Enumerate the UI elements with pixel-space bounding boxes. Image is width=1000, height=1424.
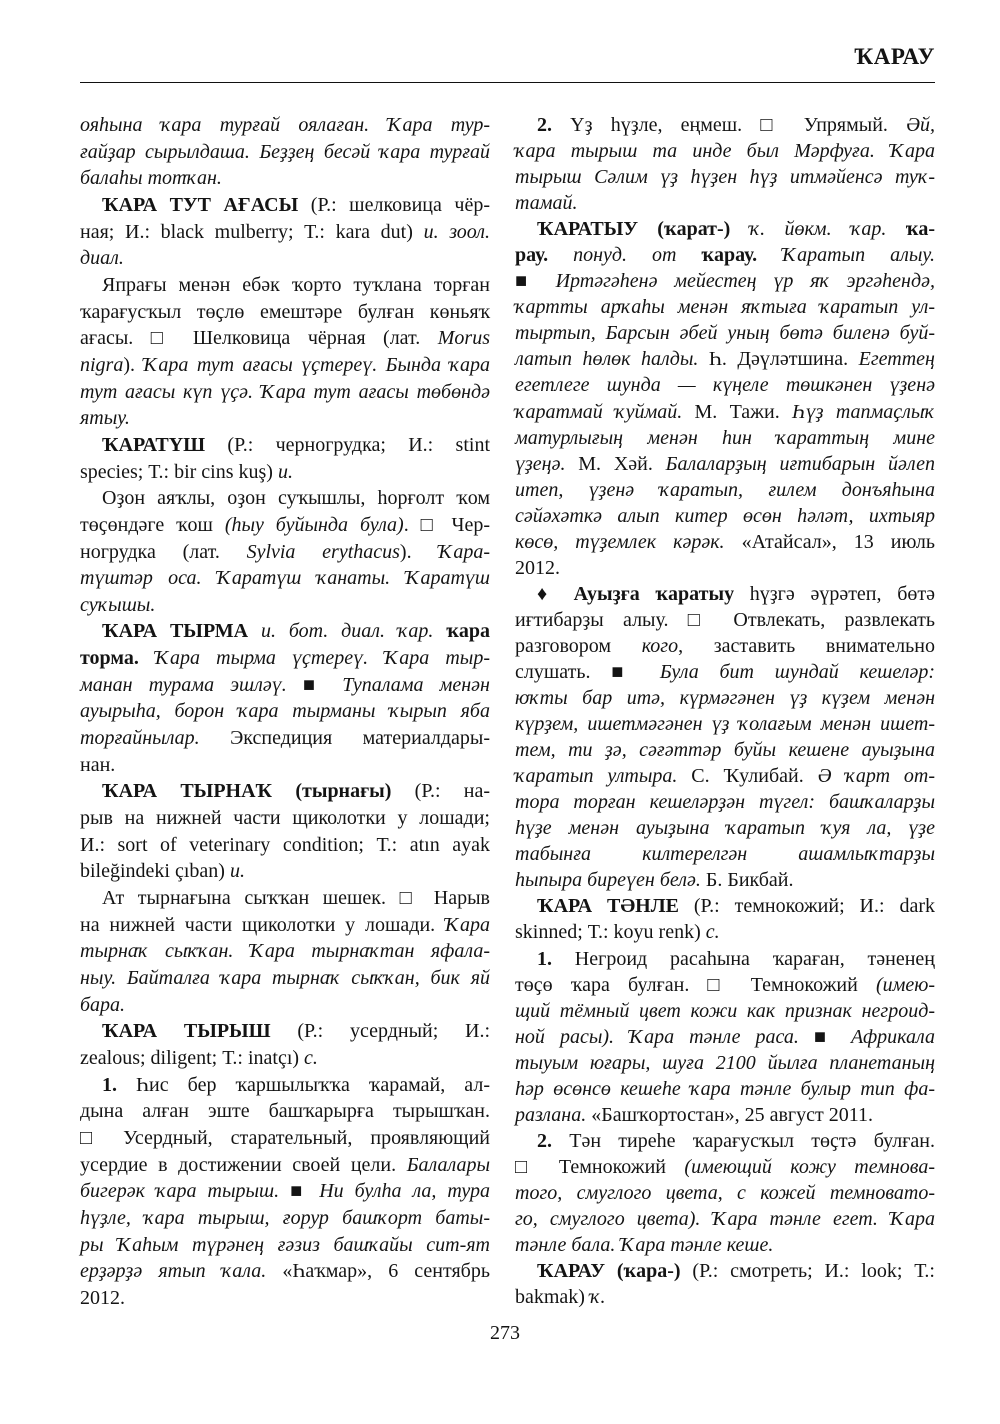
text-line xyxy=(80,645,490,672)
text-line xyxy=(515,1284,935,1310)
text-line xyxy=(80,139,490,166)
text-line xyxy=(80,325,490,352)
plain-run: Япрағы менән ебәк ҡорто туҡлана торған xyxy=(102,273,490,296)
text-line xyxy=(515,841,935,867)
text-line xyxy=(515,711,935,737)
text-line xyxy=(515,477,935,503)
text-line xyxy=(80,1045,490,1072)
text-line xyxy=(80,352,490,379)
italic-run: торғайнылар. xyxy=(80,727,200,750)
bold-run: ҡарау. xyxy=(701,244,758,267)
plain-run: skinned; Т.: koyu renk) xyxy=(515,921,706,944)
entry-paragraph xyxy=(80,272,490,432)
italic-run: с. xyxy=(304,1046,318,1069)
text-line xyxy=(515,607,935,633)
text-line xyxy=(80,1285,490,1312)
text-line xyxy=(80,565,490,592)
running-head: ҠАРАУ xyxy=(854,44,935,69)
italic-run: (һыу буйында була) xyxy=(224,513,404,536)
text-line xyxy=(515,972,935,998)
text-line xyxy=(515,893,935,919)
plain-run: (Р.: черногрудка; И.: stint xyxy=(205,433,490,456)
plain-run: □ Темнокожий xyxy=(515,1155,685,1178)
italic-run: ҡ. йөкм. ҡар. xyxy=(730,218,906,241)
bold-run: ҠАРА ТӘНЛЕ xyxy=(537,895,679,918)
bold-run: ҡара xyxy=(446,620,490,643)
bold-run: ҠАРАТҮШ xyxy=(102,433,206,456)
italic-run: (имеющий кожу темнова- xyxy=(684,1155,935,1178)
italic-run: Ә ҡарт от- xyxy=(817,765,935,788)
text-line xyxy=(515,1258,935,1284)
text-line xyxy=(80,165,490,192)
plain-run: 2012. xyxy=(80,1286,125,1309)
text-line xyxy=(515,138,935,164)
entry-paragraph xyxy=(515,946,935,1128)
italic-run: сәйәхәткә алып китер өсөн һәләт, ихтыяр xyxy=(515,504,935,527)
italic-run: го, смуглого цвета). Ҡара тәнле егет. Ҡара xyxy=(515,1207,935,1230)
text-line xyxy=(80,672,490,699)
italic-run: суҡышы. xyxy=(80,593,156,616)
text-line xyxy=(80,778,490,805)
text-line xyxy=(515,1154,935,1180)
text-line xyxy=(80,459,490,486)
italic-run: (имею- xyxy=(875,973,935,996)
italic-run: Егеттең xyxy=(858,348,935,371)
text-line xyxy=(80,112,490,139)
italic-run: итеп, үҙенә ҡаратып, ғилем донъяһына xyxy=(515,478,935,501)
text-line xyxy=(80,272,490,299)
text-line xyxy=(515,946,935,972)
text-line xyxy=(515,1128,935,1154)
italic-run: ҡара тырыш та инде был Мәрфуға. Ҡара xyxy=(515,140,935,163)
italic-run: тыртып, Барсын әбей уның бөтә биленә буй- xyxy=(515,322,935,345)
plain-run: һүҙгә әүрәтеп, бөтә xyxy=(734,582,935,605)
bold-run: 2. xyxy=(537,1129,552,1152)
plain-run: Оҙон аяҡлы, оҙон суҡышлы, һорғолт ҡом xyxy=(102,487,490,510)
text-line xyxy=(80,432,490,459)
entry-paragraph xyxy=(80,1072,490,1312)
italic-run: ятыу. xyxy=(80,407,130,430)
bold-run: ҠАРА ТУТ АҒАСЫ xyxy=(102,193,299,216)
text-line xyxy=(80,938,490,965)
entry-paragraph xyxy=(515,216,935,581)
text-line xyxy=(515,503,935,529)
italic-run: һүҙле, ҡара тырыш, ғорур башҡорт баты- xyxy=(80,1206,490,1229)
italic-run: понуд. от xyxy=(548,244,702,267)
plain-run: 2012. xyxy=(515,556,560,579)
italic-run: латып һөлөк һалды. xyxy=(515,348,699,371)
italic-run: nigra xyxy=(80,353,124,376)
plain-run: species; Т.: bir cins kuş) xyxy=(80,460,278,483)
plain-run: □ Усердный, старательный, проявляющий xyxy=(80,1126,490,1149)
bold-run: 2. xyxy=(537,114,552,136)
plain-run: нан. xyxy=(80,753,116,776)
plain-run: zealous; diligent; Т.: inatçı) xyxy=(80,1046,305,1069)
italic-run: и. xyxy=(277,460,293,483)
italic-run: һәр өсөнсө кешеһе ҡара тәнле булыр тип фа- xyxy=(515,1077,935,1100)
text-line xyxy=(80,192,490,219)
plain-run: «Атайсал», 13 июль xyxy=(724,530,935,553)
text-line xyxy=(80,1152,490,1179)
italic-run: ныу. Байталға ҡара тырнаҡ сыҡҡан, бик яй xyxy=(80,967,490,989)
italic-run: и. бот. диал. ҡар. xyxy=(248,620,447,643)
text-line xyxy=(80,219,490,246)
bold-run: рау. xyxy=(515,244,549,267)
plain-run: Һис бер ҡаршылыҡҡа ҡарамай, ал- xyxy=(117,1073,490,1096)
text-line xyxy=(80,832,490,859)
italic-run: разлана. xyxy=(515,1103,587,1126)
plain-run: ҡарағусҡыл төҫлө емештәре булған көньяҡ xyxy=(80,300,490,323)
plain-run: М. Тажи. xyxy=(682,400,792,423)
plain-run: Б. Бикбай. xyxy=(700,869,794,892)
italic-run: Ҡаратып алыу. xyxy=(757,244,935,267)
plain-run: М. Хәй. xyxy=(565,452,666,475)
text-line xyxy=(515,919,935,945)
italic-run: матурлығың менән һин ҡараттың мине xyxy=(515,426,935,449)
text-line xyxy=(80,698,490,725)
italic-run: тәнле бала. Ҡара тәнле кеше. xyxy=(515,1234,774,1257)
italic-run: тырнаҡ сыҡҡан. Ҡара тырнаҡтан яфала- xyxy=(80,940,490,963)
text-line xyxy=(515,815,935,841)
text-line xyxy=(515,346,935,372)
italic-run: түштәр оса. Ҡаратүш ҡанаты. Ҡаратүш xyxy=(80,567,490,590)
plain-run: иғтибарҙы алыу. □ Отвлекать, развлекать xyxy=(515,608,935,631)
text-line xyxy=(515,399,935,425)
plain-run: на нижней части щиколотки у лошади. xyxy=(80,913,445,936)
italic-run: ҡартты арҡаһы менән яҡтыға ҡаратып ул- xyxy=(515,296,935,319)
entry-paragraph xyxy=(80,778,490,885)
bold-run: ҠАРА ТЫРНАҠ (тырнағы) xyxy=(102,780,392,803)
italic-run: Ҡара- xyxy=(438,540,490,563)
italic-run: ҡаратмай ҡуймай. xyxy=(515,400,683,423)
italic-run: Балалары xyxy=(406,1153,490,1176)
text-line xyxy=(515,294,935,320)
italic-run: тут ағасы күп үҫә. Ҡара тут ағасы төбөндә xyxy=(80,380,490,403)
plain-run: дына алған эште башҡарырға тырышҡан. xyxy=(80,1100,490,1123)
italic-run: тамай. xyxy=(515,192,578,215)
left-column xyxy=(80,112,490,1312)
text-line xyxy=(80,592,490,619)
text-line xyxy=(80,512,490,539)
plain-run: слушать. ■ xyxy=(515,660,660,683)
entry-paragraph xyxy=(515,893,935,945)
italic-run: балаһы тотҡан. xyxy=(80,167,222,190)
plain-run: ). xyxy=(399,540,439,563)
text-line xyxy=(515,1102,935,1128)
plain-run: рыв на нижней части щиколотки у лошади; xyxy=(80,807,490,830)
italic-run: һыпыра биреүен белә. xyxy=(515,869,701,892)
italic-run: ной расы). Ҡара тәнле раса. xyxy=(515,1025,814,1048)
plain-run: , заставить внимательно xyxy=(678,634,935,657)
italic-run: Тупалама менән xyxy=(342,673,490,696)
plain-run: (Р.: на- xyxy=(391,780,490,803)
entry-paragraph xyxy=(80,192,490,272)
bold-run: ҠАРА ТЫРЫШ xyxy=(102,1020,271,1043)
italic-run: щий тёмный цвет кожи как признак негроид- xyxy=(515,999,935,1022)
italic-run: Әй, xyxy=(906,114,935,136)
italic-run: диал. xyxy=(80,247,124,270)
italic-run: тора торған кешеләрҙән түгел: башҡаларҙы xyxy=(515,791,935,814)
italic-run: того, смуглого цвета, с кожей темновато- xyxy=(515,1181,935,1204)
plain-run: Үҙ һүҙле, еңмеш. □ Упрямый. xyxy=(552,114,907,136)
plain-run: С. Ҡулибай. xyxy=(677,765,818,788)
text-line xyxy=(80,1258,490,1285)
text-line xyxy=(80,1205,490,1232)
text-line xyxy=(515,633,935,659)
entry-paragraph xyxy=(80,1018,490,1071)
entry-paragraph xyxy=(80,112,490,192)
text-line xyxy=(80,379,490,406)
italic-run: Иртәгәһенә мейестең үр яҡ эргәһендә, xyxy=(555,270,935,293)
entry-paragraph xyxy=(515,581,935,894)
plain-run: bakmak) xyxy=(515,1286,590,1309)
text-line xyxy=(80,725,490,752)
page-number: 273 xyxy=(490,1322,520,1344)
text-line xyxy=(515,320,935,346)
plain-run: ■ xyxy=(290,1180,320,1203)
text-line xyxy=(515,763,935,789)
text-line xyxy=(80,805,490,832)
text-line xyxy=(80,618,490,645)
text-line xyxy=(80,1232,490,1259)
plain-run: Ат тырнағына сыҡҡан шешек. □ Нарыв xyxy=(102,887,490,910)
italic-run: Һүҙ тапмаҫлыҡ xyxy=(791,400,935,423)
text-line xyxy=(80,885,490,912)
text-line xyxy=(515,242,935,268)
text-line xyxy=(515,867,935,893)
italic-run: и. xyxy=(229,860,245,883)
bold-run: ҠАРА ТЫРМА xyxy=(102,620,249,643)
text-line xyxy=(515,529,935,555)
plain-run: ). xyxy=(123,353,144,376)
entry-paragraph xyxy=(515,112,935,216)
bold-run: торма. xyxy=(80,647,139,670)
plain-run: (Р.: темнокожий; И.: dark xyxy=(678,895,936,918)
italic-run: Ни булһа ла, тура xyxy=(319,1180,490,1203)
entry-paragraph xyxy=(515,1128,935,1258)
text-line xyxy=(80,1125,490,1152)
italic-run: бигерәк ҡара тырыш. xyxy=(80,1180,291,1203)
italic-run: ерҙәрҙә ятып ҡала. xyxy=(80,1260,267,1283)
text-line xyxy=(80,245,490,272)
text-line xyxy=(515,1232,935,1258)
text-line xyxy=(515,425,935,451)
italic-run: үҙеңә. xyxy=(515,452,566,475)
bold-run: ҠАРАУ (ҡара-) xyxy=(537,1260,681,1283)
text-line xyxy=(80,1098,490,1125)
text-line xyxy=(515,659,935,685)
italic-run: ҡаратып ултыра. xyxy=(515,765,678,788)
plain-run: төҫө ҡара булған. □ Темнокожий xyxy=(515,973,876,996)
bold-run: 1. xyxy=(537,947,552,970)
plain-run: ■ xyxy=(302,673,343,696)
text-line xyxy=(80,1072,490,1099)
plain-run: ■ xyxy=(515,270,556,293)
text-line xyxy=(80,1018,490,1045)
entry-paragraph xyxy=(80,618,490,778)
text-line xyxy=(515,268,935,294)
text-line xyxy=(515,685,935,711)
plain-run: . □ Чер- xyxy=(403,513,490,536)
text-line xyxy=(515,451,935,477)
text-line xyxy=(515,112,935,138)
plain-run: Тән тиреһе ҡарағусҡыл төҫтә булған. xyxy=(552,1129,935,1152)
plain-run: «Башҡортостан», 25 август 2011. xyxy=(586,1103,873,1126)
text-line xyxy=(80,299,490,326)
bold-run: ҡа- xyxy=(905,218,935,241)
plain-run: усердие в достижении своей цели. xyxy=(80,1153,407,1176)
italic-run: бара. xyxy=(80,993,126,1016)
italic-run: Ҡара тырма үҫтереү. Ҡара тыр- xyxy=(138,647,490,670)
italic-run: һүҙе менән ауыҙына ҡаратып ҡуя ла, үҙе xyxy=(515,817,935,840)
italic-run: и. зоол. xyxy=(423,220,491,243)
plain-run: (Р.: шелковица чёр- xyxy=(298,193,491,216)
plain-run: «Һаҡмар», 6 сентябрь xyxy=(266,1260,490,1283)
italic-run: табынға килтерелгән ашамлыҡтарҙы xyxy=(515,843,935,866)
bold-run: ♦ Ауыҙға ҡаратыу xyxy=(537,582,735,605)
text-line xyxy=(80,912,490,939)
text-line xyxy=(515,372,935,398)
text-line xyxy=(515,998,935,1024)
plain-run: төҫөндәге ҡош xyxy=(80,513,225,536)
text-line xyxy=(80,965,490,992)
plain-run: ■ xyxy=(813,1025,852,1048)
text-line xyxy=(80,858,490,885)
italic-run: кого xyxy=(641,634,679,657)
text-line xyxy=(80,539,490,566)
italic-run: ры Ҡаһым түрәнең ғәзиз башҡайы сит-ят xyxy=(80,1233,490,1256)
plain-run: bileğindeki çıban) xyxy=(80,860,230,883)
header-rule xyxy=(80,82,935,83)
text-line xyxy=(80,405,490,432)
plain-run: Экспедиция материалдары- xyxy=(199,727,490,750)
text-line xyxy=(515,555,935,581)
bold-run: 1. xyxy=(102,1073,117,1096)
italic-run: ояһына ҡара турғай оялаған. Ҡара тур- xyxy=(80,114,490,136)
text-line xyxy=(515,1180,935,1206)
text-line xyxy=(515,1076,935,1102)
text-line xyxy=(515,190,935,216)
italic-run: Африкала xyxy=(851,1025,935,1048)
italic-run: көсө, түҙемлек кәрәк. xyxy=(515,530,725,553)
italic-run: күрҙем, ишетмәгәнен үҙ ҡолағым менән ишет- xyxy=(515,713,935,736)
italic-run: Балаларҙың иғтибарын йәлеп xyxy=(665,452,935,475)
text-line xyxy=(515,216,935,242)
text-line xyxy=(515,1206,935,1232)
text-line xyxy=(515,737,935,763)
plain-run: И.: sort of veterinary condition; Т.: atın ayak xyxy=(80,833,490,856)
italic-run: Ҡара тут ағасы үҫтереү. Бында ҡара xyxy=(143,353,490,376)
text-line xyxy=(515,1024,935,1050)
italic-run: тырыш Сәлим үҙ һүҙен һүҙ итмәйенсә туҡ- xyxy=(515,166,935,189)
italic-run: егетлеге шунда — күңеле төшкәнен үҙенә xyxy=(515,374,935,397)
text-line xyxy=(515,1050,935,1076)
plain-run: Негроид расаһына ҡараған, тәненең xyxy=(552,947,935,970)
text-line xyxy=(80,752,490,779)
italic-run: с. xyxy=(705,921,720,944)
italic-run: тыуым юғары, шуға 2100 йылға планетаның xyxy=(515,1051,935,1074)
text-line xyxy=(515,789,935,815)
entry-paragraph xyxy=(80,432,490,485)
plain-run: ногрудка (лат. xyxy=(80,540,247,563)
text-line xyxy=(515,164,935,190)
italic-run: ҡ. xyxy=(589,1286,606,1309)
text-line xyxy=(80,485,490,512)
bold-run: ҠАРАТЫУ (ҡарат-) xyxy=(537,218,731,241)
plain-run: ағасы. □ Шелковица чёрная (лат. xyxy=(80,327,438,350)
plain-run: ная; И.: black mulberry; Т.: kara dut) xyxy=(80,220,424,243)
italic-run: Ҡара xyxy=(445,913,490,936)
plain-run: (Р.: смотреть; И.: look; Т.: xyxy=(680,1260,935,1283)
plain-run: (Р.: усердный; И.: xyxy=(270,1020,490,1043)
plain-run: разговором xyxy=(515,634,642,657)
plain-run: Һ. Дәүләтшина. xyxy=(698,348,859,371)
entry-paragraph xyxy=(80,485,490,618)
text-line xyxy=(80,992,490,1019)
entry-paragraph xyxy=(515,1258,935,1310)
text-line xyxy=(515,581,935,607)
italic-run: ғайҙар сырылдаша. Беҙҙең бесәй ҡара турғай xyxy=(80,140,490,163)
italic-run: тем, ти ҙә, сәғәттәр буйы кешене ауыҙына xyxy=(515,739,935,762)
italic-run: Sylvia erythacus xyxy=(246,540,400,563)
italic-run: манан турама эшләү. xyxy=(80,673,303,696)
italic-run: Morus xyxy=(437,327,490,350)
italic-run: Була бит шундай кешеләр: xyxy=(659,660,935,683)
right-column xyxy=(515,112,935,1310)
text-line xyxy=(80,1178,490,1205)
italic-run: юҡты бар итә, күрмәгәнен үҙ күҙем менән xyxy=(515,687,935,710)
entry-paragraph xyxy=(80,885,490,1018)
italic-run: ауырыһа, борон ҡара тырманы ҡырып яба xyxy=(80,700,490,723)
